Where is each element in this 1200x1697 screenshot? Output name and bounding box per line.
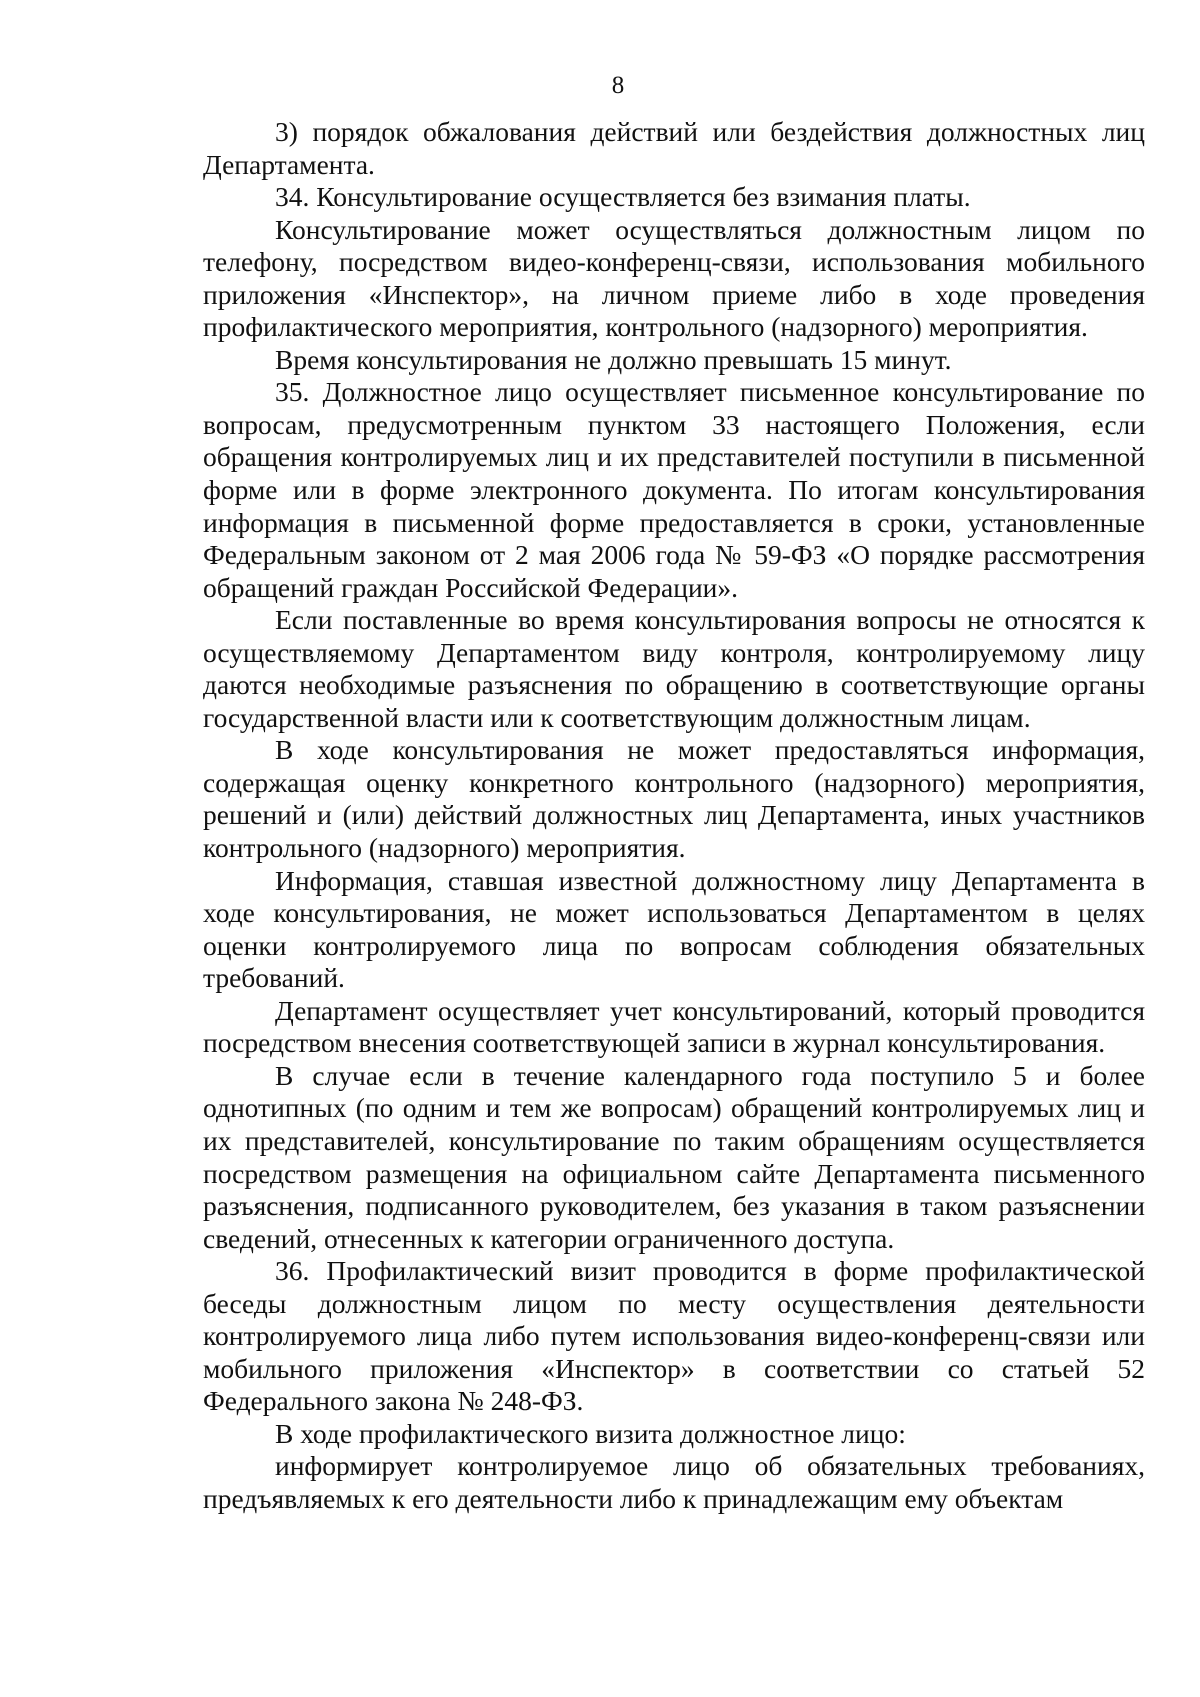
paragraph-information-usage: Информация, ставшая известной должностному лицу Департамента в ходе консультирования, не может использоваться Департаментом в целях оценки контролируемого лица по вопросам соблюдения обязательных требований. [203, 864, 1145, 994]
page-number: 8 [611, 72, 625, 99]
paragraph-visit-duties-intro: В ходе профилактического визита должностное лицо: [275, 1417, 906, 1449]
paragraph-repeated-requests: В случае если в течение календарного года поступило 5 и более однотипных (по одним и тем же вопросам) обращений контролируемых лиц и их представителей, консультирование по таким обращениям осуществляется посредством размещения на официальном сайте Департамента письменного разъяснения, подписанного руководителем, без указания в таком разъяснении сведений, отнесенных к категории ограниченного доступа. [203, 1059, 1145, 1254]
paragraph-35-written-consultation: 35. Должностное лицо осуществляет письменное консультирование по вопросам, предусмотренным пунктом 33 настоящего Положения, если обращения контролируемых лиц и их представителей поступили в письменной форме или в форме электронного документа. По итогам консультирования информация в письменной форме предоставляется в сроки, установленные Федеральным законом от 2 мая 2006 года № 59-ФЗ «О порядке рассмотрения обращений граждан Российской Федерации». [203, 376, 1145, 603]
paragraph-consultation-channels: Консультирование может осуществляться должностным лицом по телефону, посредством видео-конференц-связи, использования мобильного приложения «Инспектор», на личном приеме либо в ходе проведения профилактического мероприятия, контрольного (надзорного) мероприятия. [203, 213, 1145, 343]
paragraph-restricted-information: В ходе консультирования не может предоставляться информация, содержащая оценку конкретного контрольного (надзорного) мероприятия, решений и (или) действий должностных лиц Департамента, иных участников контрольного (надзорного) мероприятия. [203, 734, 1145, 864]
paragraph-consultation-journal: Департамент осуществляет учет консультирований, который проводится посредством внесения соответствующей записи в журнал консультирования. [203, 994, 1145, 1059]
paragraph-visit-informs: информирует контролируемое лицо об обязательных требованиях, предъявляемых к его деятельности либо к принадлежащим ему объектам [203, 1450, 1145, 1514]
paragraph-36-preventive-visit: 36. Профилактический визит проводится в форме профилактической беседы должностным лицом по месту осуществления деятельности контролируемого лица либо путем использования видео-конференц-связи или мобильного приложения «Инспектор» в соответствии со статьей 52 Федерального закона № 248-ФЗ. [203, 1255, 1145, 1417]
document-body [203, 116, 1145, 1516]
paragraph-appeal-procedure: 3) порядок обжалования действий или бездействия должностных лиц Департамента. [203, 116, 1145, 180]
paragraph-consultation-duration: Время консультирования не должно превышать 15 минут. [275, 343, 952, 375]
paragraph-out-of-scope-questions: Если поставленные во время консультирования вопросы не относятся к осуществляемому Департаментом виду контроля, контролируемому лицу даются необходимые разъяснения по обращению в соответствующие органы государственной власти или к соответствующим должностным лицам. [203, 604, 1145, 733]
paragraph-34-free-consultation: 34. Консультирование осуществляется без взимания платы. [275, 181, 971, 213]
